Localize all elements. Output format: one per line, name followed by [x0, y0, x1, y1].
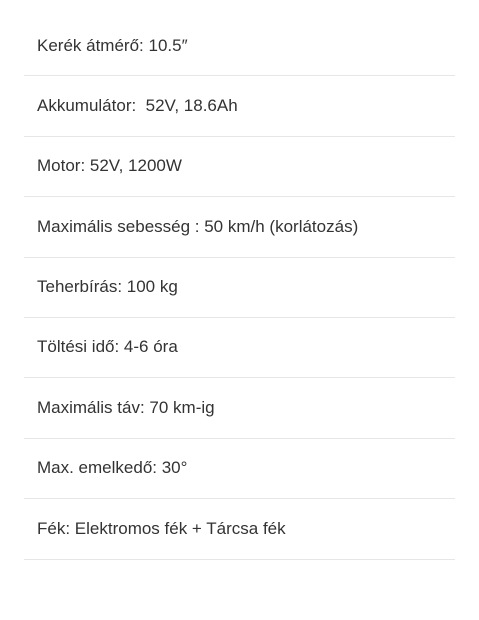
spec-row-max-incline: [24, 439, 455, 499]
spec-text: Maximális táv: 70 km-ig: [37, 397, 215, 417]
spec-row-wheel-diameter: [24, 16, 455, 76]
spec-text: Maximális sebesség : 50 km/h (korlátozás): [37, 216, 359, 236]
spec-row-battery: [24, 76, 455, 136]
spec-row-motor: [24, 137, 455, 197]
spec-row-charging-time: [24, 318, 455, 378]
spec-row-max-speed: [24, 197, 455, 257]
spec-text: Kerék átmérő: 10.5″: [37, 35, 188, 55]
spec-text: Teherbírás: 100 kg: [37, 277, 178, 297]
spec-text: Töltési idő: 4-6 óra: [37, 337, 178, 357]
spec-text: Max. emelkedő: 30°: [37, 458, 188, 478]
spec-row-max-range: [24, 378, 455, 438]
spec-list: [24, 0, 455, 560]
spec-text: Akkumulátor: 52V, 18.6Ah: [37, 95, 238, 115]
spec-row-brakes: [24, 499, 455, 559]
spec-text: Motor: 52V, 1200W: [37, 156, 182, 176]
spec-text: Fék: Elektromos fék + Tárcsa fék: [37, 518, 286, 538]
spec-row-load-capacity: [24, 258, 455, 318]
